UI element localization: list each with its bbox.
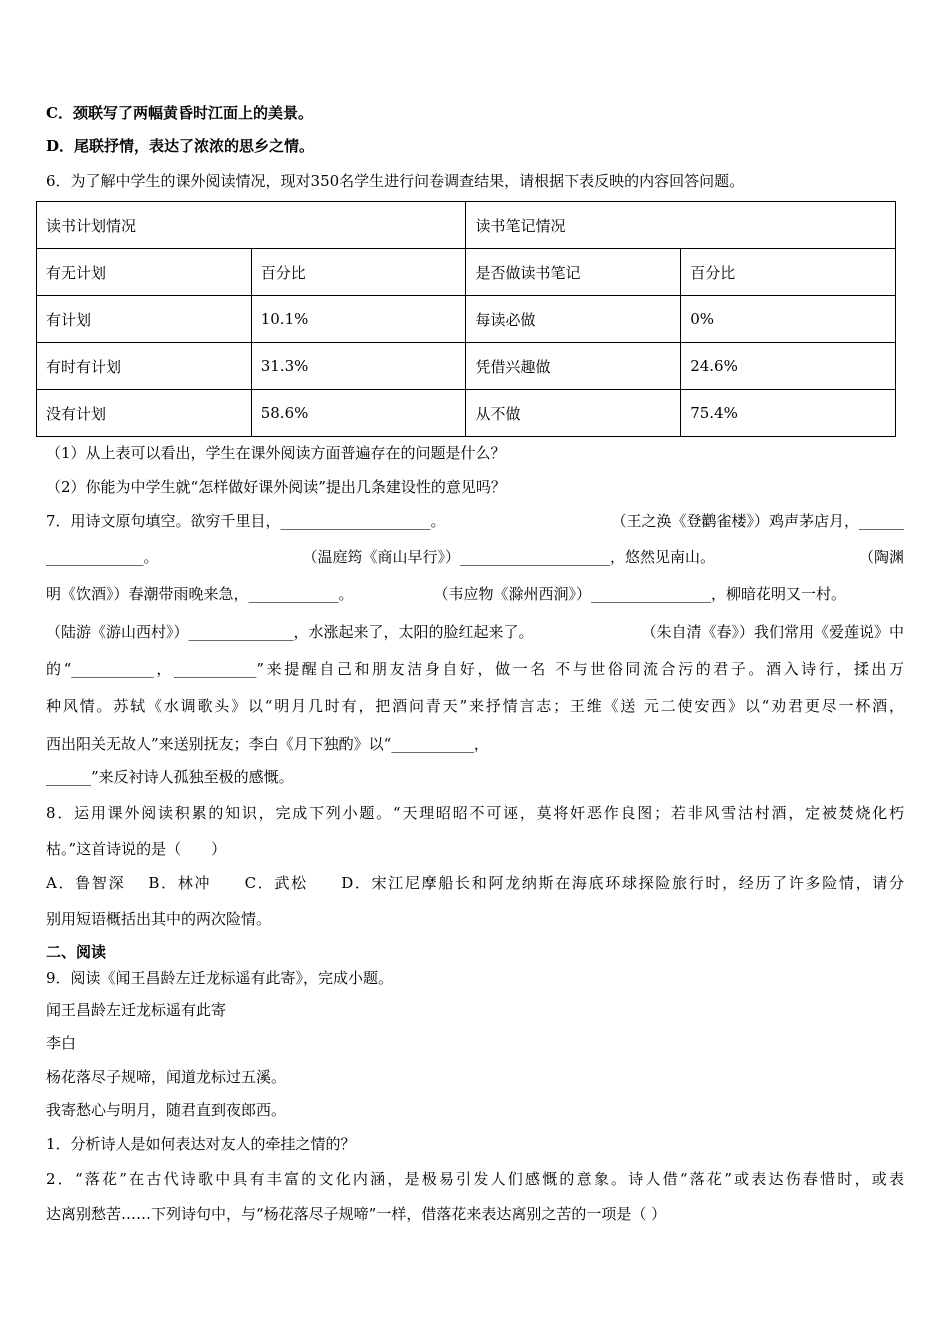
table-row: [37, 343, 896, 390]
q7-text: 7．用诗文原句填空。欲穷千里目，____________________。: [46, 512, 446, 530]
q6-sub1: （1）从上表可以看出，学生在课外阅读方面普遍存在的问题是什么？: [46, 444, 506, 462]
reading-survey-table: [36, 201, 896, 437]
q8-line: 枯。”这首诗说的是（ ）: [46, 840, 227, 858]
q7-line: 的“___________，___________”来提醒自己和朋友洁身自好，做一名 不与世俗同流合污的君子。酒入诗行，揉出万: [46, 660, 904, 678]
q7-text: （温庭筠《商山早行》）____________________，悠然见南山。: [302, 548, 715, 566]
poem-line: 杨花落尽子规啼，闻道龙标过五溪。: [46, 1068, 287, 1086]
table-cell: 从不做: [466, 390, 681, 437]
q6-prompt: 6．为了解中学生的课外阅读情况，现对350名学生进行问卷调查结果，请根据下表反映的内容回答问题。: [46, 172, 745, 190]
q8-line: 8．运用课外阅读积累的知识，完成下列小题。“天理昭昭不可诬，莫将奸恶作良图；若非风雪沽村酒，定被焚烧化朽: [46, 804, 904, 822]
q7-text: （陶渊: [858, 548, 904, 566]
q8-line: 别用短语概括出其中的两次险情。: [46, 910, 272, 928]
column-header: 是否做读书笔记: [466, 249, 681, 296]
q7-text: （韦应物《滁州西涧》）________________，柳暗花明又一村。: [433, 585, 846, 603]
q9-sub2-cont: 达离别愁苦……下列诗句中，与“杨花落尽子规啼”一样，借落花来表达离别之苦的一项是（ ）: [46, 1205, 667, 1223]
table-cell: 每读必做: [466, 296, 681, 343]
q7-line: [46, 547, 904, 567]
q6-sub2: （2）你能为中学生就“怎样做好课外阅读”提出几条建设性的意见吗？: [46, 478, 506, 496]
column-header: 百分比: [681, 249, 896, 296]
table-cell: 58.6%: [251, 390, 466, 437]
section-heading: 二、阅读: [46, 943, 107, 961]
table-cell: 31.3%: [251, 343, 466, 390]
table-cell: 有时有计划: [37, 343, 252, 390]
q7-text: （陆游《游山西村》）______________，水涨起来了，太阳的脸红起来了。: [46, 623, 534, 641]
table-row: [37, 202, 896, 249]
poem-author: 李白: [46, 1034, 77, 1052]
table-row: [37, 296, 896, 343]
q7-line: [46, 622, 904, 642]
q7-text: _____________。: [46, 548, 159, 566]
q7-text: （朱自清《春》）我们常用《爱莲说》中: [641, 623, 904, 641]
q7-text: （王之涣《登鹳雀楼》）鸡声茅店月，______: [611, 512, 904, 530]
q5-option-d: D．尾联抒情，表达了浓浓的思乡之情。: [46, 137, 315, 155]
group-header: 读书笔记情况: [466, 202, 896, 249]
q8-line: A．鲁智深 B．林冲 C．武松 D．宋江尼摩船长和阿龙纳斯在海底环球探险旅行时，经历了许多险情，请分: [46, 874, 904, 892]
poem-line: 我寄愁心与明月，随君直到夜郎西。: [46, 1101, 287, 1119]
column-header: 百分比: [251, 249, 466, 296]
poem-title: 闻王昌龄左迁龙标遥有此寄: [46, 1001, 227, 1019]
q7-text: 明《饮酒》）春潮带雨晚来急，____________。: [46, 585, 354, 603]
table-row: [37, 390, 896, 437]
column-header: 有无计划: [37, 249, 252, 296]
table-cell: 凭借兴趣做: [466, 343, 681, 390]
q7-line: 种风情。苏轼《水调歌头》以“明月几时有，把酒问青天”来抒情言志；王维《送 元二使安西》以“劝君更尽一杯酒，: [46, 697, 904, 715]
table-cell: 10.1%: [251, 296, 466, 343]
q7-line: [46, 511, 904, 531]
q9-prompt: 9．阅读《闻王昌龄左迁龙标遥有此寄》，完成小题。: [46, 969, 394, 987]
table-cell: 0%: [681, 296, 896, 343]
q5-option-c: C．颈联写了两幅黄昏时江面上的美景。: [46, 104, 313, 122]
table-cell: 没有计划: [37, 390, 252, 437]
q9-sub2: 2．“落花”在古代诗歌中具有丰富的文化内涵，是极易引发人们感慨的意象。诗人借“落花”或表达伤春惜时，或表: [46, 1170, 904, 1188]
q7-line: ______”来反衬诗人孤独至极的感慨。: [46, 768, 294, 786]
table-cell: 24.6%: [681, 343, 896, 390]
table-row: [37, 249, 896, 296]
q7-line: 西出阳关无故人”来送别抚友；李白《月下独酌》以“___________，: [46, 735, 489, 753]
q9-sub1: 1．分析诗人是如何表达对友人的牵挂之情的？: [46, 1135, 356, 1153]
q7-line: [46, 584, 846, 604]
group-header: 读书计划情况: [37, 202, 466, 249]
table-cell: 75.4%: [681, 390, 896, 437]
table-cell: 有计划: [37, 296, 252, 343]
